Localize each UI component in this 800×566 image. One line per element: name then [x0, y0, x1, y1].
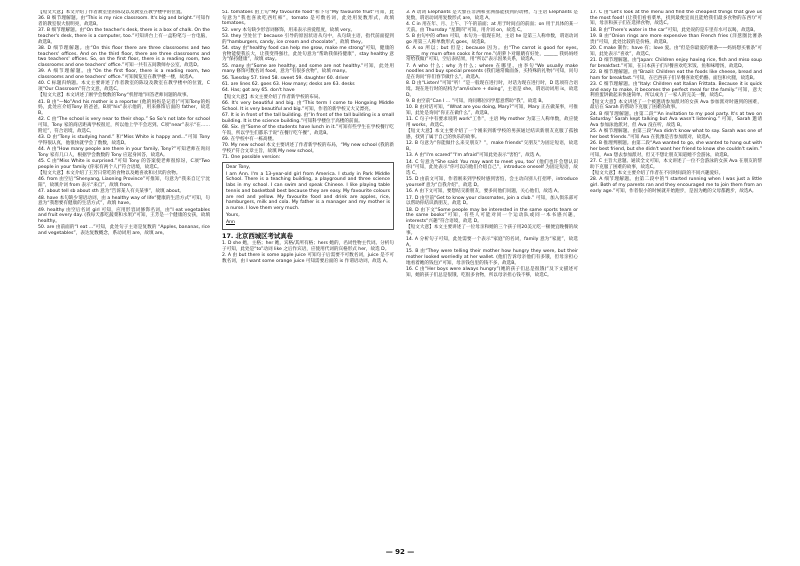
answer-paragraph: 43. D 由“Tony is studying hand.” 和“Miss White is happy and...”可知 Tony 学得很认真，他很快就学会了数数，故选D。 [38, 135, 210, 146]
answer-paragraph: Dear Tony, [226, 164, 251, 170]
answer-paragraph: 5. B 由句中的 often 可知，本句为一般现在时，主语 he 是第三人称单数，谓语动词 go 用第三人称单数形式 goes，故选B。 [406, 34, 578, 45]
answer-paragraph: 39. A 细节理解题。由“On the first floor, there is a reading room, two classrooms and one teachers' office.”可知阅览室在教学楼一楼，故选A。 [38, 69, 210, 81]
answer-paragraph: 44. A 由“How many people are there in your family, Tony?”可知老师在询问 Tony 家有几口人，根据学会数数的 Tony 应起身回答，故选A。 [38, 147, 210, 158]
answer-paragraph: 20. C make 制作；have 有；love 爱。由“但是你最爱的薯条——妈妈想买薯条”可知，此处表示“喜欢”，故选C。 [590, 46, 762, 57]
answer-paragraph: 21. D 细节理解题。由“Japan: Children enjoy having rice, fish and miso soup for breakfast.”可知，在日本孩子们早餐喜欢吃米饭、鱼和味噌汤，故选D。 [590, 58, 762, 69]
answer-paragraph: 25. A 细节理解题。由第三段“Ava didn't know what to say. Sarah was one of her best friends.”可知 Ava 在犹豫是否参加派对，故选A。 [590, 129, 762, 141]
answer-paragraph: 68. Six. 由“Some of the students have lunch in it.”可知有些学生在学校餐厅吃午饭，所以学生们都乐于说“在餐厅吃午餐”，故选B。 [222, 124, 394, 136]
answer-paragraph: I am Ann. I'm a 13-year-old girl from America. I study in Park Middle School. There is a teaching building, a playground and three science labs in my school. I can swim and speak Chinese. I like playing table tennis and basketball best because they are easy. My favourite colours are red and yellow. My favourite food and drink are apples, rice, hamburgers, milk and cola. My father is a manager and my mother is a nurse. I love them very much. [226, 171, 390, 211]
answer-paragraph: 50. are 由前面的“I eat ...”可知，此处句子主语是复数的 “Apples, bananas, rice and vegetables”，表达复数概念，系动词用 are，故填 are。 [38, 225, 210, 237]
sample-letter [222, 162, 394, 230]
passage-summary: 【短文大意】本文主要介绍了作者新学校的布局。 [222, 94, 324, 100]
answer-paragraph: 26. B 推理判断题。由第二段“Ava wanted to go, she wanted to hang out with her best friend, but she didn't want her friend to know she couldn't swim.” 可知，Ava 想去参加派对，但又不想让朋友知道她不会游泳，故选B。 [590, 141, 762, 158]
answer-paragraph: 49. healthy 由空后名词 girl 可知，应用形容词修饰名词，由“I eat vegetables and fruit every day. (我每天都吃蔬菜和水果)”可知，王芳是一个健康的女孩，故填 healthy。 [38, 207, 210, 225]
passage-summary: 【短文大意】本文介绍了作者教室里的陈设以及教室在教学楼中的位置。 [38, 10, 186, 15]
answer-paragraph: 64. Has; got any 65. don't have [222, 88, 295, 94]
answer-paragraph: 4. C in 用在年、月、上午、下午的前面；at 用于时间点的前面；on 用于具体的某一天前。由 Thursday “星期四”可知，用介词 on，故选 C。 [406, 22, 578, 33]
answer-paragraph: 61. are lines 62. goes 63. How many; desks are 63. desks [222, 82, 355, 87]
answer-paragraph: 46. from 由空后“Shenyang, Liaoning Province”可推知，句意为“我来自辽宁沈阳”，故填介词 from 表示“来自”，故填 from。 [38, 177, 210, 189]
answer-paragraph: 56. Tuesday 57. tired 58. sweet 59. daughter 60. driver [222, 75, 350, 81]
column-2 [222, 10, 394, 540]
passage-summary: 【短文大意】本文主要介绍了一个刚来到新学校的男孩通过结识新朋友克服了孤独感，找到了属于自己的快乐的故事。 [406, 129, 578, 141]
answer-paragraph: 53. they 空处位于 because 引导的原因状语从句中，从句缺主语，指代前面提到的“hamburgers, candy, ice cream and chocolate”，故填 they。 [222, 34, 394, 45]
passage-summary: 【短文大意】本文主要介绍了作者在不同时间段的不同兴趣爱好。 [590, 171, 724, 177]
answer-paragraph: Ann [226, 219, 235, 225]
answer-paragraph: 23. C 细节理解题。由“Italy: Children eat Italian Frittata. Because it is quick and easy to make, it becomes the perfect meal for the family.”可知，意大利煎蛋饼做起来快速简单，所以成为了一家人的完美一餐，故选C。 [590, 82, 762, 99]
answer-paragraph: 15. D 由前文可知，作者刚来到学校时感到害怕，会主动向别人打招呼，introduce yourself 意为“自我介绍”，故选 D。 [406, 177, 578, 189]
answer-paragraph: 12. B 句意为“你能做什么来交朋友？”，make friends“交朋友”为固定短语，故选 B。 [406, 141, 578, 153]
answer-paragraph: 51. tomatoes 由上句“My favourite food”和下句“My favourite fruit”可知，此句意为“我也喜欢吃西红柿”，tomato 是可数名词，此处用复数形式，故填 tomatoes。 [222, 10, 394, 27]
answer-paragraph: 48. have 本句缺少谓语动词，由 a healthy way of life“健康的生活方式”可知，句意为“我想要有健康的生活方式”，故填 have。 [38, 195, 210, 207]
answer-paragraph: 18. D 由下文“Some people may be interested in the same sports team or the same books”可知，有些人可能对同一个运动队或同一本书感兴趣，interests“兴趣”符合语境，故选 D。 [406, 207, 578, 225]
answer-paragraph: 40. C 标题归纳题。本文主要讲述了作者教室的陈设及教室在教学楼中的位置，C项“Our Classroom”符合文意，故选C。 [38, 81, 210, 93]
answer-paragraph: 8. D 由“Listen!”可知“听！”是一般现在进行时，对话为现在进行时，D 选项符合语境。现在进行时的结构为“am/is/are + doing”，主语是 she，谓语动词用 is，故选 D。 [406, 81, 578, 98]
answer-paragraph: 69. 在学校中有一栋高楼。 [222, 136, 277, 142]
answer-paragraph: 54. stay 由“healthy food can help me grow, make me strong”可知，健康的食物能使我长大，让我变得强壮，此处句意为“帮助我保持健康”，stay healthy 意为“保持健康”，故填 stay。 [222, 46, 394, 63]
answer-paragraph: 67. It is in front of the tall building. 由“In front of the tall building is a small building. It is the science building.”可知科学楼位于高楼的前面。 [222, 112, 394, 124]
answer-paragraph: 27. C 主旨大意题。通读全文可知，本文讲述了一位不会游泳的女孩 Ava 在朋友的帮助下克服了困难的故事，故选C。 [590, 159, 762, 170]
answer-paragraph: 66. It's very beautiful and big. 由“This term I come to Hongxing Middle School. It is very beautiful and big.”可知，作者的新学校又大又漂亮。 [222, 100, 394, 112]
answer-paragraph: 14. C 句意为“She said: You may want to meet you, too' (他们也许会想认识你)”可知，此处表示“你可以向他们介绍自己”，introduce oneself 为固定短语，故选 C。 [406, 159, 578, 177]
answer-paragraph: 41. B 由“—No”And his mother is a reporter (他的妈妈是记者)”可知Tony的妈妈，此处应介绍Tony 的爸爸，B项“his”表示他的，用来修饰后面的 father，故选B。 [38, 99, 210, 117]
answer-paragraph: 70. My new school 本文主要讲述了作者新学校的布局，“My new school (我的新学校)”符合文章主旨，故填 My new school。 [222, 143, 394, 154]
answer-paragraph: 15. B 由“They were telling their mother how hungry they were, but their mother looked worriedly at her wallet. (他们告诉母亲他们有多饿，但母亲担心地看着她的钱包)”可知，母亲钱包里的钱不多，故选B。 [406, 249, 578, 266]
passage-summary: 【短文大意】本文主要讲述了一位母亲和她的三个孩子用20美元吃一顿便宜晚餐的故事。 [406, 225, 578, 237]
answer-paragraph: 47. about tell sb about sth 意为“告诉某人有关某事”，故填 about。 [38, 189, 184, 195]
column-3 [406, 10, 578, 540]
answer-paragraph: 11. C 句子中有要求说明 work“工作”，主语 My mother 为第三人称单数，故应使用 works，故选C。 [406, 117, 578, 129]
column-1 [38, 10, 210, 540]
answer-paragraph: 6. A so 所以；but 但是；because 因为。由“The carrot is good for eyes, ______ my mum often cooks it for me.”(胡萝卜对眼睛有好处，______ 我妈妈经常给我做)”可知，空后表结果，用“所以”表示因果关系，故选A。 [406, 46, 578, 63]
answer-paragraph: 13. A 由“I'm scared”“I'm afraid”可知此处表示“害怕”，故选 A。 [406, 153, 544, 159]
column-4 [590, 10, 762, 540]
answer-paragraph: 17. D 由空前“Get to know your classmates, join a club.” 可知，加入俱乐部可以帮助你结识新朋友，故选 D。 [406, 195, 578, 207]
answer-paragraph: 2. A 由 but there is some apple juice 可知句子后需要不可数名词，juice 是不可数名词，由 I want some orange juice 可知需要后面的 is 作谓语动词，故选 A。 [222, 253, 394, 264]
answer-paragraph: 38. D 细节理解题。由“On this floor there are three classrooms and two teachers' offices. And on the third floor, there are three classrooms and two teachers' offices. So, on the first floor, there is a reading room, two classrooms and one teachers' office.”可知一共有五间教师办公室，故选D。 [38, 46, 210, 69]
answer-paragraph: 7. A who 什么；why 为什么；where 在哪里。由李句“We usually make noodles and buy special presents (我们通常做面条，买特殊的礼物)”可知，问句是在询问“你们春节做什么”，故选A。 [406, 63, 578, 81]
answer-paragraph: 55. many 由“Some are healthy, and some are not healthy.”可知，此处用 many 修饰可数名词 food，意为“有很多食物”，故填 many。 [222, 63, 394, 75]
answer-paragraph: 71. One possible version: [222, 155, 281, 161]
answer-paragraph: 22. B 细节理解题。由“Brazil: Children eat the foods like cheese, bread and ham for breakfast.”可知，在巴西孩子们早餐喜欢吃奶酪、面包和火腿，故选B。 [590, 70, 762, 81]
answer-paragraph: 52. very 本句缺少形容词修饰，用来表示喜爱程度，故填 very。 [222, 27, 356, 33]
answer-paragraph: 16. A 由下文可知，要想结交新朋友，要多问他们问题，关心他们，故选 A。 [406, 189, 562, 195]
passage-summary: 【短文大意】本文讲述了刚学会数数的Tony“机智地”回答老师问题的故事。 [38, 93, 192, 99]
passage-summary: 【短文大意】本文讲述了一个被邀请参加派对的女孩 Ava 参加派对时遇到的困难，最后在 Sarah 的帮助下克服了困难的故事。 [590, 99, 762, 111]
answer-paragraph: 42. C 由“The school is very near to their shop.” So So's not late for school 可知，Tony 家的商店距离学校很近，所以他上学不会迟到。C项“near”表示“在……附近”，符合语境，故选C。 [38, 117, 210, 134]
answer-paragraph: 1. D she 她，主格；her 她，宾格/其所有格；hers 她的，名词性物主代词。分析句子可知，此处是“to”动词 like 之后作宾语，应使用代词的宾格形式 her，故选 D。 [222, 241, 394, 252]
answer-paragraph: 19. B 由“Onion rings are more expensive than French fries (洋葱圈比薯条贵)”可知，此处比较的是价格，故选B。 [590, 34, 762, 45]
answer-paragraph: 37. B 细节理解题。由“On the teacher's desk, there is a box of chalk. On the teacher's desk, there is a computer, too.”可知讲台上有一盒粉笔与一台电脑，故选B。 [38, 28, 210, 45]
answer-paragraph: 3. A 动词 Elephants 是大象在非洲和亚洲都能找到的动物，与主语 Elephants 是复数，谓语动词用复数形式 are，故选 A。 [406, 10, 578, 21]
answer-paragraph: 45. C 由“Miss White is surprised.”可知 Tony 的答案使老师很惊讶，C项“Two people in your family (你家有两个人)”符合语境，故选C。 [38, 159, 210, 170]
answer-paragraph: 36. B 细节理解题。由“This is my nice classroom. It's big and bright.”可知作者的教室很大很明亮，故选B。 [38, 16, 210, 27]
section-title: 17. 北京西城区考试真卷 [222, 231, 294, 240]
answer-paragraph: 10. B 由对话可知，“What are you doing, Mary?”可知，Mary 正在做某事，可推知，此处是询问“你正在做什么”，故选B。 [406, 105, 578, 117]
answer-paragraph: 16. C 由“Her boys were always hungry”(她的孩子们总是很饿)”及下文描述可知，她的孩子们总是很饿，吃很多食物，所以母亲担心钱不够，故选C。 [406, 267, 578, 278]
answer-paragraph: 17. C 由“Let's look at the menu and find the cheapest things that give us the most food! (让我们看看菜单，找到最便宜而且能给我们最多食物的东西!)”可知，母亲和孩子们在选择食物，故选C。 [590, 10, 762, 27]
answer-paragraph: 9. B 由空前“Can I ... ”可知，询问哪位同学愿意帮助“我”，故选 B。 [406, 99, 547, 105]
page-number: — 92 — [385, 548, 415, 556]
answer-paragraph: 28. A 细节理解题。由第二段中的“I started running when I was just a little girl. Both of my parents ran and they encouraged me to join them from an early age.”可知，作者很小的时候就开始跑步，是因为她的父母都跑步，故选A。 [590, 177, 762, 194]
answer-paragraph: 14. A 分析句子可知，此处需要一个表示“家庭”的名词，family 意为“家庭”，故选 A。 [406, 237, 578, 249]
answer-paragraph: 24. B 细节理解题。由第二段“'An invitation to my pool party. It's at two on Saturday.' Sarah kept talking but Ava wasn't listening.” 可知，Sarah 邀请 Ava 参加泳池派对，但 Ava 没在听，故选 B。 [590, 111, 762, 129]
answer-paragraph: Yours, [226, 212, 240, 218]
answer-paragraph: 18. B 由“There's water in the car”可知，此处说的是车里有水可以喝，故选B。 [590, 27, 759, 33]
passage-summary: 【短文大意】本文介绍了王芳日常吃的食物以及她喜欢和讨厌的食物。 [38, 171, 181, 177]
